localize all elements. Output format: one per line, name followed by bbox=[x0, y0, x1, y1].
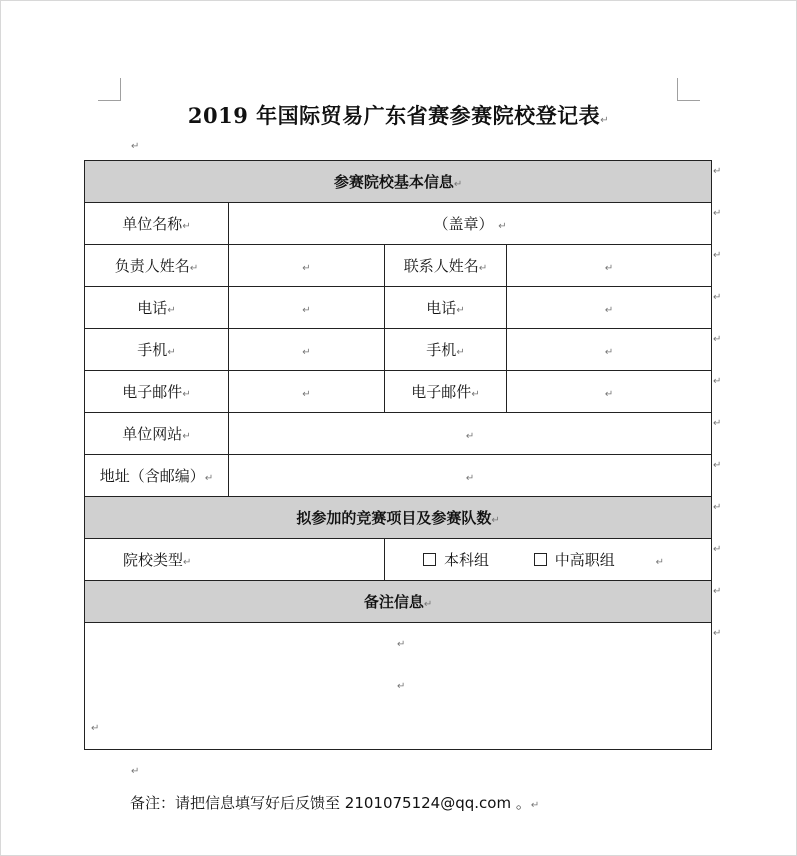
paragraph-mark-icon: ↵ bbox=[182, 221, 191, 232]
row-end-mark-icon: ↵ bbox=[713, 334, 722, 345]
table-row bbox=[85, 287, 712, 329]
table-row bbox=[85, 623, 712, 750]
section-header-basic-info bbox=[85, 161, 712, 203]
option-undergrad[interactable] bbox=[423, 549, 489, 570]
option-vocational[interactable] bbox=[534, 549, 615, 570]
unit-name-label: 单位名称 bbox=[122, 215, 183, 233]
email-label: 电子邮件 bbox=[411, 383, 472, 401]
phone-label: 电话 bbox=[426, 299, 457, 317]
table-row bbox=[85, 161, 712, 203]
table-row bbox=[85, 581, 712, 623]
contact-mobile-field[interactable] bbox=[507, 329, 712, 371]
seal-placeholder: （盖章） bbox=[433, 215, 494, 233]
table-row bbox=[85, 203, 712, 245]
table-row bbox=[85, 329, 712, 371]
paragraph-mark-icon: ↵ bbox=[167, 347, 176, 358]
paragraph-mark-icon: ↵ bbox=[453, 179, 463, 190]
mobile-label: 手机 bbox=[137, 341, 168, 359]
unit-name-field[interactable] bbox=[229, 203, 712, 245]
table-row bbox=[85, 371, 712, 413]
paragraph-mark-icon: ↵ bbox=[397, 639, 406, 650]
paragraph-mark-icon: ↵ bbox=[600, 115, 610, 126]
section-header-notes bbox=[85, 581, 712, 623]
registration-table bbox=[84, 160, 712, 750]
paragraph-mark-icon: ↵ bbox=[604, 304, 614, 316]
phone-label: 电话 bbox=[137, 299, 168, 317]
table-row bbox=[85, 497, 712, 539]
contact-phone-field[interactable] bbox=[507, 287, 712, 329]
paragraph-mark-icon: ↵ bbox=[189, 263, 199, 274]
leader-email-label-cell bbox=[85, 371, 229, 413]
leader-name-field[interactable] bbox=[229, 245, 385, 287]
option-label: 本科组 bbox=[444, 551, 490, 569]
table-row bbox=[85, 455, 712, 497]
contact-name-label-cell bbox=[385, 245, 507, 287]
contact-name-label: 联系人姓名 bbox=[403, 257, 479, 275]
paragraph-mark-icon: ↵ bbox=[131, 766, 140, 777]
paragraph-mark-icon: ↵ bbox=[302, 262, 311, 274]
paragraph-mark-icon: ↵ bbox=[302, 304, 311, 316]
paragraph-mark-icon: ↵ bbox=[397, 681, 406, 692]
unit-name-label-cell bbox=[85, 203, 229, 245]
paragraph-mark-icon: ↵ bbox=[478, 263, 488, 274]
row-end-mark-icon: ↵ bbox=[713, 166, 722, 177]
website-label-cell bbox=[85, 413, 229, 455]
paragraph-mark-icon: ↵ bbox=[465, 472, 475, 484]
leader-name-label-cell bbox=[85, 245, 229, 287]
paragraph-mark-icon: ↵ bbox=[182, 389, 191, 400]
paragraph-mark-icon: ↵ bbox=[423, 599, 433, 610]
paragraph-mark-icon: ↵ bbox=[91, 723, 100, 734]
school-type-options-cell bbox=[385, 539, 712, 581]
section-title: 拟参加的竞赛项目及参赛队数 bbox=[296, 509, 492, 527]
paragraph-mark-icon: ↵ bbox=[498, 221, 507, 232]
contact-name-field[interactable] bbox=[507, 245, 712, 287]
paragraph-mark-icon: ↵ bbox=[491, 515, 500, 526]
paragraph-mark-icon: ↵ bbox=[471, 389, 480, 400]
paragraph-mark-icon: ↵ bbox=[302, 346, 311, 358]
title-text: 2019 年国际贸易广东省赛参赛院校登记表 bbox=[187, 103, 601, 128]
leader-name-label: 负责人姓名 bbox=[114, 257, 190, 275]
row-end-mark-icon: ↵ bbox=[713, 250, 722, 261]
address-field[interactable] bbox=[229, 455, 712, 497]
table-row bbox=[85, 245, 712, 287]
row-end-mark-icon: ↵ bbox=[713, 460, 722, 471]
website-label: 单位网站 bbox=[122, 425, 183, 443]
school-type-label-cell bbox=[85, 539, 385, 581]
leader-phone-label-cell bbox=[85, 287, 229, 329]
paragraph-mark-icon: ↵ bbox=[456, 347, 465, 358]
notes-field[interactable] bbox=[85, 623, 712, 750]
contact-mobile-label-cell bbox=[385, 329, 507, 371]
mobile-label: 手机 bbox=[426, 341, 457, 359]
section-header-competition bbox=[85, 497, 712, 539]
paragraph-mark-icon: ↵ bbox=[204, 473, 214, 484]
address-label: 地址（含邮编） bbox=[99, 467, 205, 485]
leader-mobile-field[interactable] bbox=[229, 329, 385, 371]
website-field[interactable] bbox=[229, 413, 712, 455]
paragraph-mark-icon: ↵ bbox=[604, 346, 614, 358]
row-end-mark-icon: ↵ bbox=[713, 502, 722, 513]
footer-note-text: 备注：请把信息填写好后反馈至 2101075124@qq.com 。 bbox=[130, 794, 531, 812]
footer-note bbox=[130, 792, 539, 813]
paragraph-mark-icon: ↵ bbox=[456, 305, 465, 316]
section-title: 备注信息 bbox=[363, 593, 424, 611]
contact-phone-label-cell bbox=[385, 287, 507, 329]
checkbox-icon[interactable] bbox=[534, 553, 547, 566]
leader-mobile-label-cell bbox=[85, 329, 229, 371]
school-type-label: 院校类型 bbox=[123, 551, 184, 569]
paragraph-mark-icon: ↵ bbox=[465, 430, 475, 442]
row-end-mark-icon: ↵ bbox=[713, 418, 722, 429]
section-title: 参赛院校基本信息 bbox=[333, 173, 454, 191]
paragraph-mark-icon: ↵ bbox=[604, 262, 614, 274]
leader-phone-field[interactable] bbox=[229, 287, 385, 329]
paragraph-mark-icon: ↵ bbox=[183, 557, 192, 568]
corner-mark-top-left bbox=[98, 78, 121, 101]
row-end-mark-icon: ↵ bbox=[713, 208, 722, 219]
paragraph-mark-icon: ↵ bbox=[167, 305, 176, 316]
row-end-mark-icon: ↵ bbox=[713, 544, 722, 555]
checkbox-icon[interactable] bbox=[423, 553, 436, 566]
row-end-mark-icon: ↵ bbox=[713, 376, 722, 387]
address-label-cell bbox=[85, 455, 229, 497]
paragraph-mark-icon: ↵ bbox=[655, 557, 664, 568]
row-end-mark-icon: ↵ bbox=[713, 292, 722, 303]
leader-email-field[interactable] bbox=[229, 371, 385, 413]
paragraph-mark-icon: ↵ bbox=[530, 800, 540, 811]
document-title bbox=[0, 100, 797, 130]
row-end-mark-icon: ↵ bbox=[713, 628, 722, 639]
corner-mark-top-right bbox=[677, 78, 700, 101]
option-label: 中高职组 bbox=[554, 551, 615, 569]
table-row bbox=[85, 413, 712, 455]
paragraph-mark-icon: ↵ bbox=[182, 431, 191, 442]
row-end-mark-icon: ↵ bbox=[713, 586, 722, 597]
table-row bbox=[85, 539, 712, 581]
contact-email-label-cell bbox=[385, 371, 507, 413]
paragraph-mark-icon: ↵ bbox=[302, 388, 311, 400]
paragraph-mark-icon: ↵ bbox=[131, 141, 140, 152]
contact-email-field[interactable] bbox=[507, 371, 712, 413]
paragraph-mark-icon: ↵ bbox=[604, 388, 614, 400]
email-label: 电子邮件 bbox=[122, 383, 183, 401]
